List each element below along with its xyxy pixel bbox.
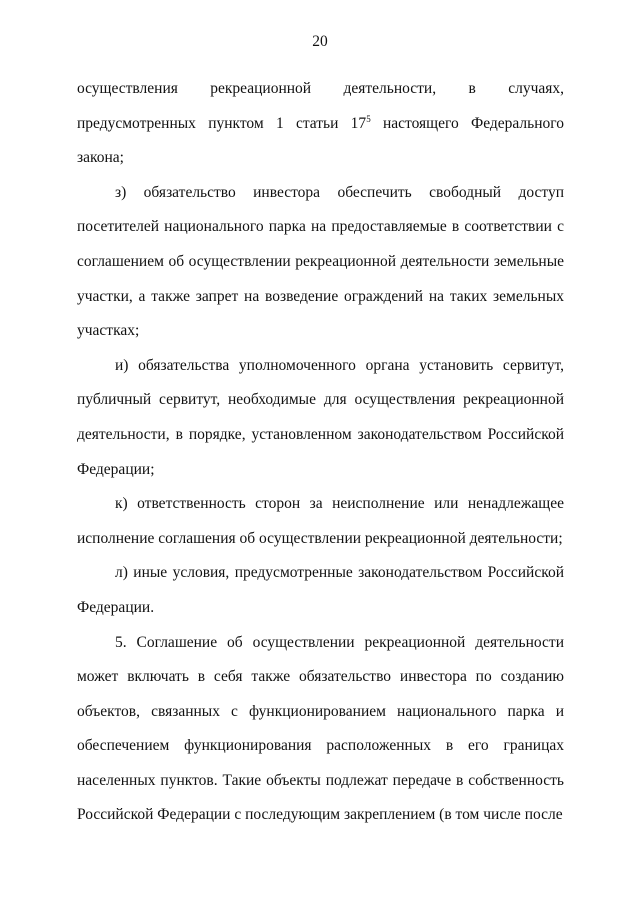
document-body (77, 72, 564, 833)
paragraph-tail: настоящего Федерального закона; (77, 114, 564, 167)
page-number: 20 (312, 33, 328, 50)
paragraph-text: осуществления рекреационной деятельности, в случаях, предусмотренных пунктом 1 статьи 17 (77, 80, 564, 132)
paragraph-section-5: 5. Соглашение об осуществлении рекреационной деятельности может включать в себя также обязательство инвестора по созданию объектов, связанных с функционированием национального парка и обеспечением функционирования расположенных в его границах населенных пунктов. Такие объекты подлежат передаче в собственность Российской Федерации с последующим закреплением (в том числе после (77, 633, 564, 824)
paragraph-item-z: з) обязательство инвестора обеспечить свободный доступ посетителей национального парка на предоставляемые в соответствии с соглашением об осуществлении рекреационной деятельности земельные участки, а также запрет на возведение ограждений на таких земельных участках; (77, 183, 564, 340)
paragraph-item-k: к) ответственность сторон за неисполнение или ненадлежащее исполнение соглашения об осуществлении рекреационной деятельности; (77, 495, 564, 547)
paragraph-continuation (77, 72, 564, 176)
paragraph-item-i: и) обязательства уполномоченного органа установить сервитут, публичный сервитут, необходимые для осуществления рекреационной деятельности, в порядке, установленном законодательством Российской Федерации; (77, 356, 564, 478)
paragraph-item-l: л) иные условия, предусмотренные законодательством Российской Федерации. (77, 564, 564, 616)
superscript-article-number: 5 (366, 113, 371, 124)
